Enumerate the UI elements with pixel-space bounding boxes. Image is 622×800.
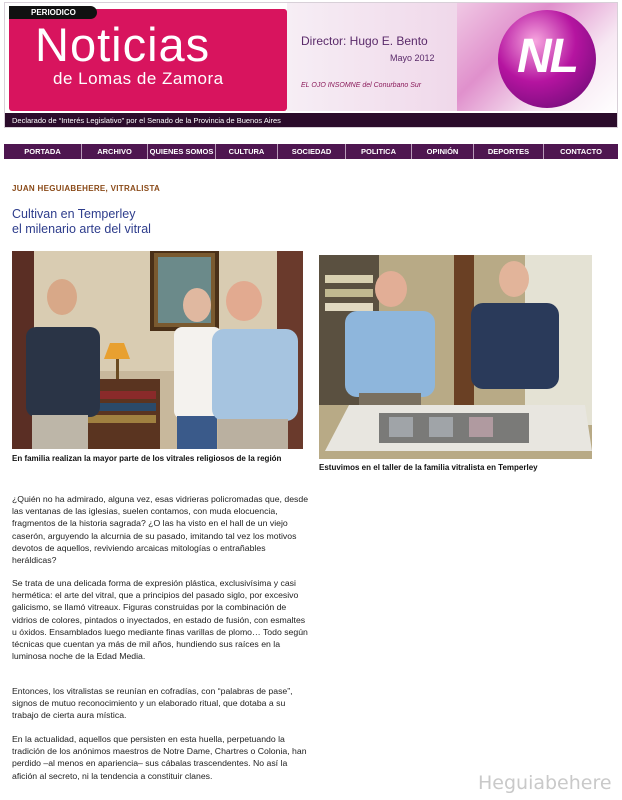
article-kicker: JUAN HEGUIABEHERE, VITRALISTA bbox=[12, 184, 161, 193]
workshop-photo-caption: Estuvimos en el taller de la familia vitralista en Temperley bbox=[319, 463, 538, 472]
nl-logo-letters: NL bbox=[517, 30, 577, 83]
nav-quienes-somos[interactable]: QUIENES SOMOS bbox=[148, 144, 216, 159]
family-photo-image bbox=[12, 251, 303, 449]
masthead bbox=[4, 2, 618, 128]
nav-archivo[interactable]: ARCHIVO bbox=[82, 144, 148, 159]
article-paragraph-1: ¿Quién no ha admirado, alguna vez, esas vidrieras policromadas que, desde las ventanas de las iglesias, suelen contamos, con muda elocuencia, fragmentos de la historia sagrada? ¿O las ha visto en el hall de un viejo caserón, arguyendo la alcurnia de su pasado, imitando tal vez los motivos devotos de aquellos, reviviendo arcaicas mitologías o entrañables heráldicas? bbox=[12, 494, 309, 566]
nav-deportes[interactable]: DEPORTES bbox=[474, 144, 544, 159]
nav-opinion[interactable]: OPINIÓN bbox=[412, 144, 474, 159]
nav-cultura[interactable]: CULTURA bbox=[216, 144, 278, 159]
declarado-banner: Declarado de “Interés Legislativo” por el Senado de la Provincia de Buenos Aires bbox=[5, 113, 618, 128]
nav-contacto[interactable]: CONTACTO bbox=[560, 147, 602, 156]
tagline: EL OJO INSOMNE del Conurbano Sur bbox=[301, 82, 422, 89]
issue-date: Mayo 2012 bbox=[390, 53, 435, 63]
logo-title[interactable]: Noticias bbox=[35, 18, 211, 71]
family-photo bbox=[12, 251, 303, 449]
periodico-tag: PERIODICO bbox=[9, 6, 97, 19]
workshop-photo-image bbox=[319, 255, 592, 459]
logo-subtitle: de Lomas de Zamora bbox=[53, 69, 224, 88]
article-paragraph-3: Entonces, los vitralistas se reunían en cofradías, con “palabras de pase”, signos de mutuo reconocimiento y un elaborado ritual, que dotaba a su trabajo de cierta aura mística. bbox=[12, 686, 293, 721]
article-paragraph-2: Se trata de una delicada forma de expresión plástica, exclusivísima y casi hermética: el arte del vitral, que a principios del pasado siglo, por excesivo galicismo, se llamó vitreaux. Figuras construidas por la combinación de vidrios de colores, pintados o inyectados, en estado de fusión, con esmaltes u óxidos. Ensamblados luego mediante finas varillas de plomo… Todo según técnicas que cuentan ya más de mil años, hundiendo sus raíces en la luminosa noche de la Edad Media. bbox=[12, 578, 308, 662]
director-name: Director: Hugo E. Bento bbox=[301, 34, 428, 48]
main-nav bbox=[4, 144, 618, 159]
family-photo-caption: En familia realizan la mayor parte de los vitrales religiosos de la región bbox=[12, 454, 282, 463]
nav-politica[interactable]: POLITICA bbox=[346, 144, 412, 159]
headline-line-1: Cultivan en Temperley bbox=[12, 207, 136, 221]
headline-line-2: el milenario arte del vitral bbox=[12, 222, 151, 236]
workshop-photo bbox=[319, 255, 592, 459]
nav-sociedad[interactable]: SOCIEDAD bbox=[278, 144, 346, 159]
article-paragraph-4: En la actualidad, aquellos que persisten en esta huella, perpetuando la tradición de los anónimos maestros de Notre Dame, Chartres o Colonia, han perdido –al menos en apariencia– sus cábalas trascendentes. No así la afición al secreto, ni la tendencia a constituir clanes. bbox=[12, 734, 307, 781]
article-headline bbox=[12, 207, 151, 237]
watermark: Heguiabehere bbox=[478, 772, 612, 794]
nav-portada[interactable]: PORTADA bbox=[4, 144, 82, 159]
